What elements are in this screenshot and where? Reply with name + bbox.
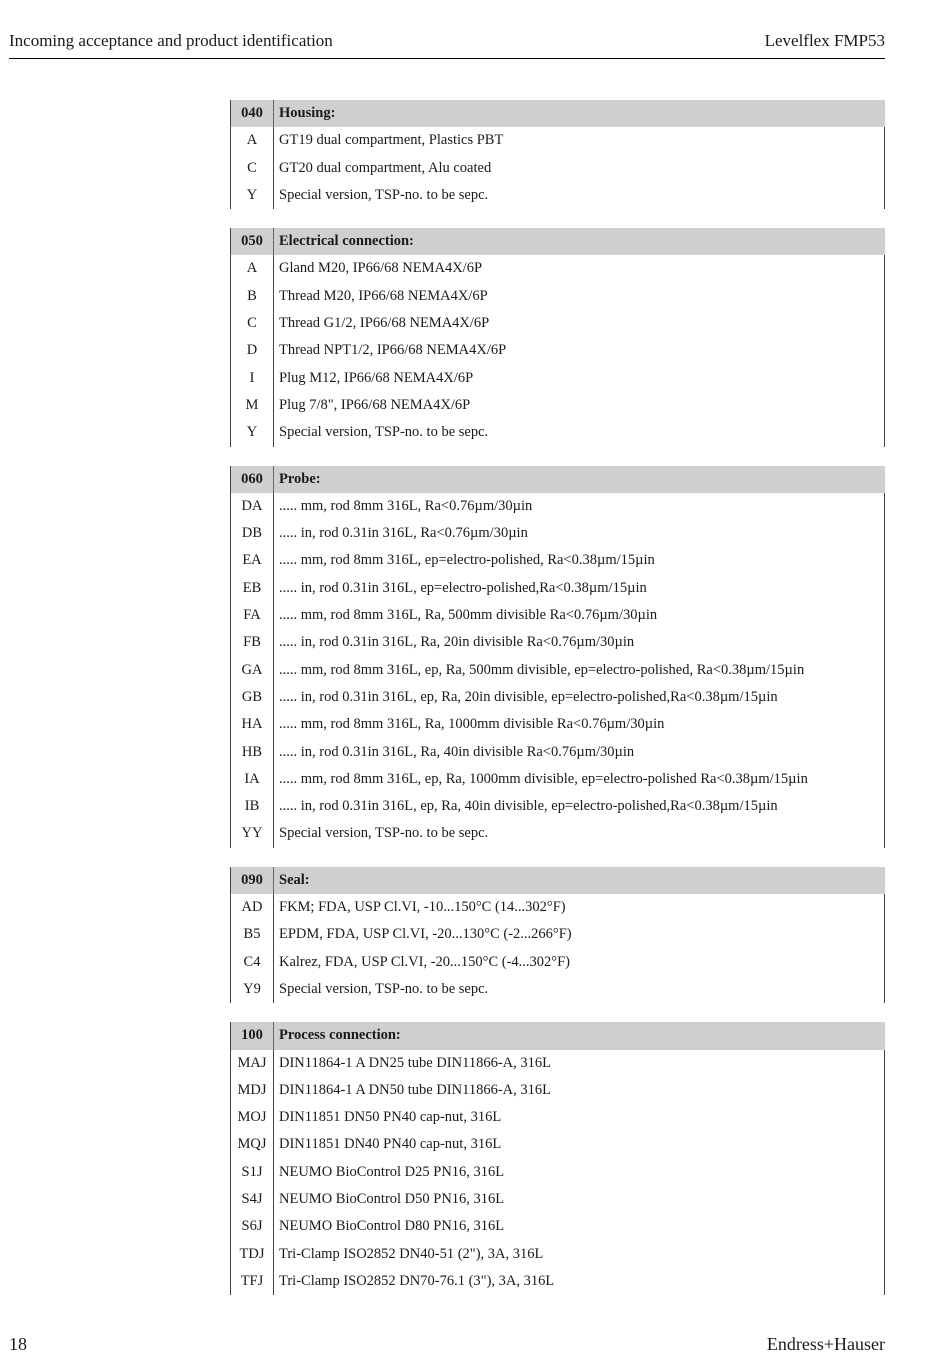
page-number: 18 [9, 1334, 27, 1354]
option-description: Plug M12, IP66/68 NEMA4X/6P [274, 365, 885, 392]
option-code: C4 [231, 949, 274, 976]
option-code: B [231, 283, 274, 310]
feature-code: 040 [231, 100, 274, 127]
option-row [231, 793, 885, 820]
feature-table-060 [230, 466, 885, 848]
option-description: Special version, TSP-no. to be sepc. [274, 976, 885, 1003]
option-description: NEUMO BioControl D80 PN16, 316L [274, 1213, 885, 1240]
option-code: EB [231, 575, 274, 602]
feature-code: 090 [231, 867, 274, 894]
feature-header [231, 867, 885, 894]
option-description: DIN11864-1 A DN25 tube DIN11866-A, 316L [274, 1050, 885, 1077]
option-code: HA [231, 711, 274, 738]
feature-title: Housing: [279, 105, 336, 121]
option-description: Tri-Clamp ISO2852 DN70-76.1 (3"), 3A, 316L [274, 1268, 885, 1295]
option-code: IA [231, 766, 274, 793]
option-code: S1J [231, 1159, 274, 1186]
option-code: TFJ [231, 1268, 274, 1295]
option-row [231, 1268, 885, 1295]
feature-header [231, 100, 885, 127]
feature-table-040 [230, 100, 885, 209]
option-row [231, 419, 885, 446]
feature-header [231, 466, 885, 493]
option-code: GA [231, 657, 274, 684]
option-row [231, 127, 885, 154]
option-description: NEUMO BioControl D25 PN16, 316L [274, 1159, 885, 1186]
option-description: Special version, TSP-no. to be sepc. [274, 820, 885, 847]
option-code: DB [231, 520, 274, 547]
option-row [231, 547, 885, 574]
option-description: ..... in, rod 0.31in 316L, ep=electro-polished,Ra<0.38µm/15µin [274, 575, 885, 602]
option-description: ..... mm, rod 8mm 316L, ep, Ra, 500mm divisible, ep=electro-polished, Ra<0.38µm/15µin [274, 657, 885, 684]
option-row [231, 1159, 885, 1186]
feature-table-090 [230, 867, 885, 1003]
option-code: D [231, 337, 274, 364]
option-row [231, 1186, 885, 1213]
option-code: GB [231, 684, 274, 711]
option-row [231, 493, 885, 520]
option-code: MAJ [231, 1050, 274, 1077]
option-row [231, 1077, 885, 1104]
option-row [231, 949, 885, 976]
option-code: EA [231, 547, 274, 574]
option-row [231, 602, 885, 629]
option-description: ..... mm, rod 8mm 316L, ep, Ra, 1000mm divisible, ep=electro-polished Ra<0.38µm/15µin [274, 766, 885, 793]
option-row [231, 392, 885, 419]
feature-title: Process connection: [279, 1027, 401, 1044]
option-code: S4J [231, 1186, 274, 1213]
feature-code: 060 [231, 466, 274, 493]
order-code-tables [230, 100, 885, 1314]
option-row [231, 337, 885, 364]
option-description: ..... in, rod 0.31in 316L, ep, Ra, 20in divisible, ep=electro-polished,Ra<0.38µm/15µin [274, 684, 885, 711]
option-description: Special version, TSP-no. to be sepc. [274, 182, 885, 209]
option-row [231, 711, 885, 738]
option-description: ..... mm, rod 8mm 316L, Ra, 1000mm divisible Ra<0.76µm/30µin [274, 711, 885, 738]
option-code: Y [231, 182, 274, 209]
option-code: MOJ [231, 1104, 274, 1131]
option-description: Thread NPT1/2, IP66/68 NEMA4X/6P [274, 337, 885, 364]
option-code: Y [231, 419, 274, 446]
option-code: MDJ [231, 1077, 274, 1104]
feature-title: Probe: [279, 470, 321, 487]
option-row [231, 310, 885, 337]
option-description: FKM; FDA, USP Cl.VI, -10...150°C (14...302°F) [274, 894, 885, 921]
option-row [231, 155, 885, 182]
option-code: S6J [231, 1213, 274, 1240]
section-title: Incoming acceptance and product identification [9, 31, 333, 50]
option-description: Thread M20, IP66/68 NEMA4X/6P [274, 283, 885, 310]
option-row [231, 182, 885, 209]
option-row [231, 1241, 885, 1268]
option-description: Plug 7/8", IP66/68 NEMA4X/6P [274, 392, 885, 419]
feature-code: 050 [231, 228, 274, 255]
option-code: FA [231, 602, 274, 629]
feature-table-050 [230, 228, 885, 446]
feature-table-100 [230, 1022, 885, 1295]
option-code: A [231, 127, 274, 154]
option-description: Gland M20, IP66/68 NEMA4X/6P [274, 255, 885, 282]
option-description: DIN11851 DN50 PN40 cap-nut, 316L [274, 1104, 885, 1131]
option-code: MQJ [231, 1131, 274, 1158]
option-description: DIN11864-1 A DN50 tube DIN11866-A, 316L [274, 1077, 885, 1104]
product-name: Levelflex FMP53 [764, 31, 885, 50]
option-row [231, 739, 885, 766]
option-code: IB [231, 793, 274, 820]
option-code: C [231, 155, 274, 182]
option-description: Kalrez, FDA, USP Cl.VI, -20...150°C (-4...302°F) [274, 949, 885, 976]
option-description: GT19 dual compartment, Plastics PBT [274, 127, 885, 154]
feature-header [231, 228, 885, 255]
option-row [231, 575, 885, 602]
option-code: A [231, 255, 274, 282]
option-code: C [231, 310, 274, 337]
option-description: ..... mm, rod 8mm 316L, Ra, 500mm divisible Ra<0.76µm/30µin [274, 602, 885, 629]
option-description: ..... in, rod 0.31in 316L, Ra<0.76µm/30µin [274, 520, 885, 547]
feature-code: 100 [231, 1022, 274, 1049]
option-code: HB [231, 739, 274, 766]
option-row [231, 520, 885, 547]
option-row [231, 255, 885, 282]
option-row [231, 1131, 885, 1158]
option-description: ..... in, rod 0.31in 316L, Ra, 20in divisible Ra<0.76µm/30µin [274, 629, 885, 656]
option-description: Special version, TSP-no. to be sepc. [274, 419, 885, 446]
option-code: Y9 [231, 976, 274, 1003]
feature-header [231, 1022, 885, 1049]
option-code: FB [231, 629, 274, 656]
option-code: M [231, 392, 274, 419]
page-footer [9, 1334, 885, 1355]
feature-title: Seal: [279, 871, 310, 888]
option-code: DA [231, 493, 274, 520]
feature-title: Electrical connection: [279, 233, 414, 250]
option-code: TDJ [231, 1241, 274, 1268]
option-row [231, 921, 885, 948]
option-description: GT20 dual compartment, Alu coated [274, 155, 885, 182]
option-row [231, 894, 885, 921]
option-code: B5 [231, 921, 274, 948]
brand-name: Endress+Hauser [766, 1334, 885, 1354]
option-row [231, 365, 885, 392]
option-row [231, 1213, 885, 1240]
option-row [231, 976, 885, 1003]
option-row [231, 820, 885, 847]
option-row [231, 283, 885, 310]
option-code: YY [231, 820, 274, 847]
option-row [231, 1104, 885, 1131]
option-description: ..... in, rod 0.31in 316L, Ra, 40in divisible Ra<0.76µm/30µin [274, 739, 885, 766]
option-description: NEUMO BioControl D50 PN16, 316L [274, 1186, 885, 1213]
option-row [231, 1050, 885, 1077]
option-description: EPDM, FDA, USP Cl.VI, -20...130°C (-2...266°F) [274, 921, 885, 948]
option-description: Thread G1/2, IP66/68 NEMA4X/6P [274, 310, 885, 337]
option-description: Tri-Clamp ISO2852 DN40-51 (2"), 3A, 316L [274, 1241, 885, 1268]
option-description: ..... mm, rod 8mm 316L, Ra<0.76µm/30µin [274, 493, 885, 520]
option-row [231, 766, 885, 793]
option-code: AD [231, 894, 274, 921]
option-code: I [231, 365, 274, 392]
option-row [231, 629, 885, 656]
page-header [9, 28, 885, 59]
option-row [231, 657, 885, 684]
option-description: ..... mm, rod 8mm 316L, ep=electro-polished, Ra<0.38µm/15µin [274, 547, 885, 574]
option-row [231, 684, 885, 711]
option-description: DIN11851 DN40 PN40 cap-nut, 316L [274, 1131, 885, 1158]
option-description: ..... in, rod 0.31in 316L, ep, Ra, 40in divisible, ep=electro-polished,Ra<0.38µm/15µin [274, 793, 885, 820]
